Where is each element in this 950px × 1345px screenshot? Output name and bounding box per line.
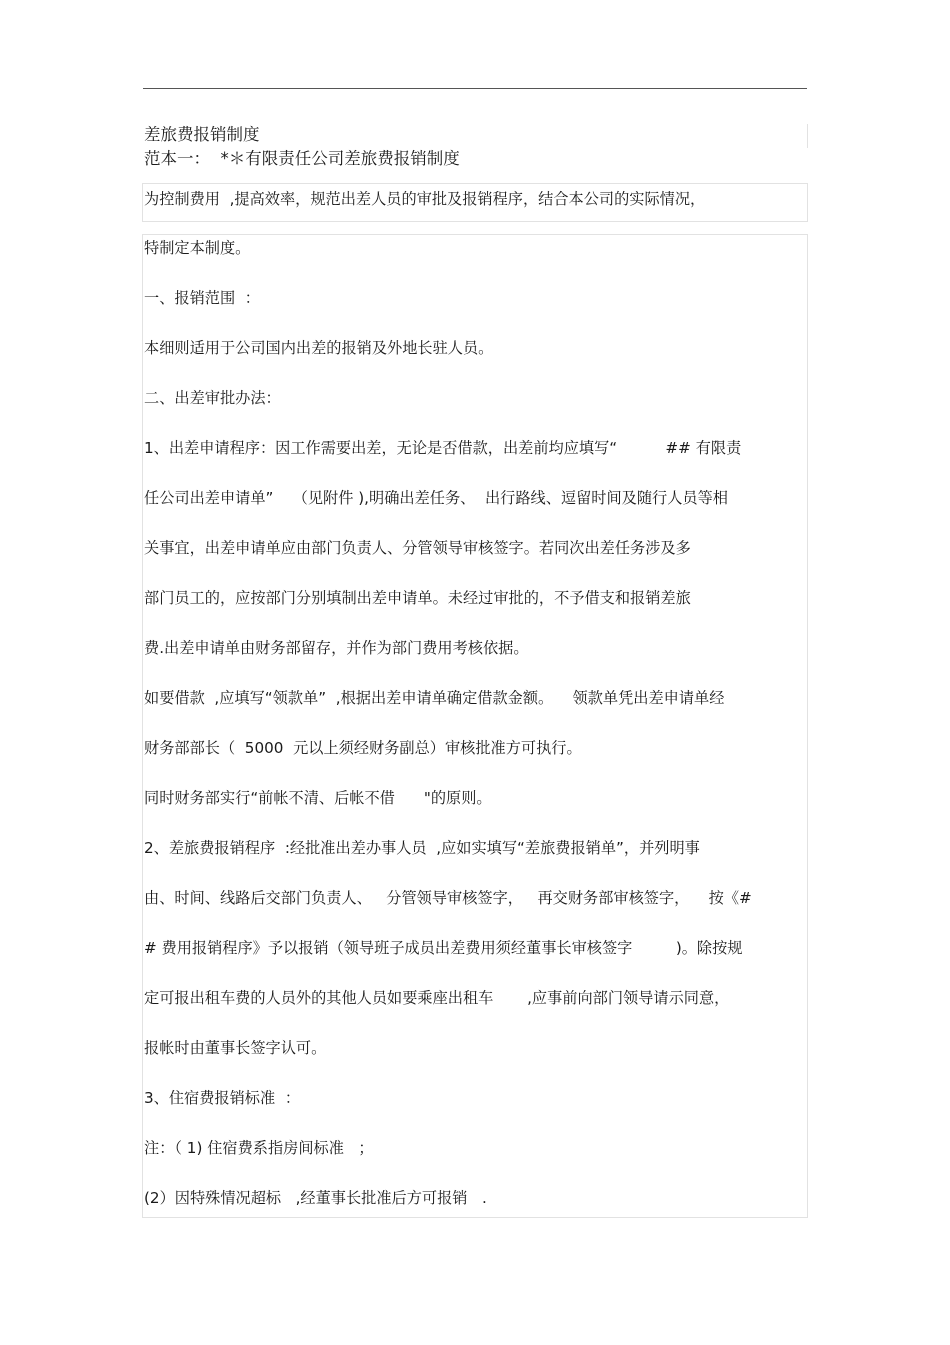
text-line: 报帐时由董事长签字认可。 [144,1039,327,1057]
text-line: 特制定本制度。 [144,239,251,257]
header-rule [143,88,807,89]
text-line: 1、出差申请程序：因工作需要出差，无论是否借款，出差前均应填写“ ## 有限责 [144,439,742,457]
text-line: # 费用报销程序》予以报销（领导班子成员出差费用须经董事长审核签字 )。除按规 [144,939,743,957]
body-frame [142,234,808,1218]
doc-heading: 差旅费报销制度 [144,125,260,144]
text-line: (2）因特殊情况超标 ,经董事长批准后方可报销 . [144,1189,487,1207]
text-line: 为控制费用 ,提高效率，规范出差人员的审批及报销程序，结合本公司的实际情况， [144,190,706,208]
text-line: 任公司出差申请单” （见附件 ),明确出差任务、 出行路线、逗留时间及随行人员等相 [144,489,728,507]
text-line: 关事宜，出差申请单应由部门负责人、分管领导审核签字。若同次出差任务涉及多 [144,539,691,557]
text-line: 本细则适用于公司国内出差的报销及外地长驻人员。 [144,339,494,357]
doc-subheading: 范本一： *＊有限责任公司差旅费报销制度 [144,149,460,168]
section-heading: 一、报销范围 ： [144,289,260,307]
text-line: 如要借款 ,应填写“领款单” ,根据出差申请单确定借款金额。 领款单凭出差申请单经 [144,689,725,707]
section-heading: 3、住宿费报销标准 ： [144,1089,301,1107]
text-line: 2、差旅费报销程序 :经批准出差办事人员 ,应如实填写“差旅费报销单”，并列明事 [144,839,700,857]
text-line: 由、时间、线路后交部门负责人、 分管领导审核签字， 再交财务部审核签字， 按《# [144,889,752,907]
text-line: 定可报出租车费的人员外的其他人员如要乘座出租车 ,应事前向部门领导请示同意， [144,989,730,1007]
text-line: 部门员工的，应按部门分别填制出差申请单。未经过审批的，不予借支和报销差旅 [144,589,691,607]
text-line: 财务部部长（ 5000 元以上须经财务副总）审核批准方可执行。 [144,739,582,757]
section-heading: 二、出差审批办法： [144,389,281,407]
text-line: 同时财务部实行“前帐不清、后帐不借 "的原则。 [144,789,492,807]
text-line: 注：（ 1) 住宿费系指房间标准 ； [144,1139,374,1157]
text-line: 费.出差申请单由财务部留存，并作为部门费用考核依据。 [144,639,529,657]
